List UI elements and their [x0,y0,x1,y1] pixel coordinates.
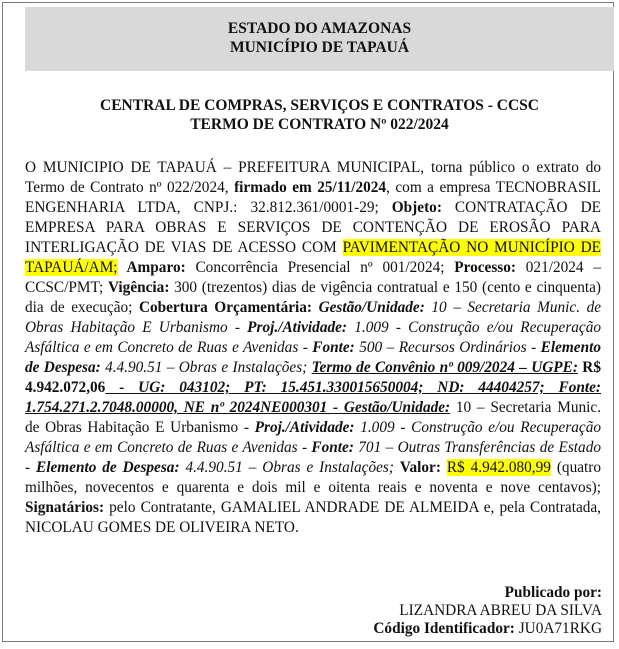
agreement-value: R$ 4.942.072,06 [25,359,601,396]
validity-label: Vigência: [107,279,170,296]
expense-element-label: Elemento de Despesa: [25,339,601,376]
management-unit-text-2: 10 – Secretaria Munic. de Obras Habitação E Urbanismo - [25,399,601,436]
department-title: CENTRAL DE COMPRAS, SERVIÇOS E CONTRATOS - CCSC [100,97,539,114]
funding-source-text: 500 – Recursos Ordinários - [354,339,541,356]
contract-extract-body [25,158,601,538]
value-in-words: (quatro milhões, novecentos e quarenta e dois mil e oitenta reais e noventa e nove centavos); [25,459,602,496]
state-name: ESTADO DO AMAZONAS [227,20,412,37]
expense-element-label-2: Elemento de Despesa: [36,459,180,476]
value-label: Valor: [399,459,441,476]
process-text: 021/2024 – CCSC/PMT; [25,259,601,296]
publisher-name: LIZANDRA ABREU DA SILVA [399,602,602,619]
signatories-text: pelo Contratante, GAMALIEL ANDRADE DE ALMEIDA e, pela Contratada, NICOLAU GOMES DE OLIVEIRA NETO. [25,499,601,536]
identifier-code: JU0A71RKG [514,620,602,637]
validity-text: 300 (trezentos) dias de vigência contratual e 150 (cento e cinquenta) dia de execução; [25,279,601,316]
process-label: Processo: [454,259,516,276]
document-header [25,7,614,71]
document-title [25,96,614,134]
municipality-name: MUNICÍPIO DE TAPAUÁ [229,39,410,56]
signatories-label: Signatários: [25,499,105,516]
signing-date: firmado em 25/11/2024 [234,179,387,196]
project-activity-text-2: 1.009 - Construção e/ou Recuperação Asfáltica e em Concreto de Ruas e Avenidas - [25,419,601,456]
project-activity-label: Proj./Atividade: [247,319,348,336]
published-by-label: Publicado por: [504,584,602,601]
project-activity-text: 1.009 - Construção e/ou Recuperação Asfáltica e em Concreto de Ruas e Avenidas - [25,319,602,356]
company-text: , com a empresa TECNOBRASIL ENGENHARIA LTDA, CNPJ.: 32.812.361/0001-29; [25,179,601,216]
object-highlight: PAVIMENTAÇÃO NO MUNICÍPIO DE TAPAUÁ/AM; [25,239,601,276]
project-activity-label-2: Proj./Atividade: [254,419,355,436]
legal-basis-text: Concorrência Presencial nº 001/2024; [185,259,455,276]
agreement-details: - UG: 043102; PT: 15.451.330015650004; ND: 44404257; Fonte: 1.754.271.2.7048.00000, NE nº 2024NE000301 - Gestão/Unidade: [25,379,601,416]
object-text: CONTRATAÇÃO DE EMPRESA PARA OBRAS E SERVIÇOS DE CONTENÇÃO DE EROSÃO PARA INTERLIGAÇÃO DE VIAS DE ACESSO COM [25,199,601,256]
contract-title: TERMO DE CONTRATO Nº 022/2024 [190,116,449,133]
agreement-label: Termo de Convênio nº 009/2024 – UGPE: [311,359,578,376]
value-amount: R$ 4.942.080,99 [446,459,551,476]
budget-coverage-label: Cobertura Orçamentária: [138,299,313,316]
publication-footer [373,584,602,638]
legal-basis-label: Amparo: [117,259,186,276]
funding-source-label-2: Fonte: [311,439,354,456]
intro-text: O MUNICIPIO DE TAPAUÁ – PREFEITURA MUNICIPAL, torna público o extrato do Termo de Contrato nº 022/2024, [25,159,601,196]
object-label: Objeto: [391,199,442,216]
management-unit-label: Gestão/Unidade: [312,299,425,316]
expense-element-text: 4.4.90.51 – Obras e Instalações; [100,359,312,376]
identifier-label: Código Identificador: [373,620,515,637]
management-unit-text: 10 – Secretaria Munic. de Obras Habitação E Urbanismo - [25,299,602,336]
funding-source-label: Fonte: [312,339,355,356]
funding-source-text-2: 701 – Outras Transferências de Estado - [25,439,602,476]
expense-element-text-2: 4.4.90.51 – Obras e Instalações; [179,459,400,476]
